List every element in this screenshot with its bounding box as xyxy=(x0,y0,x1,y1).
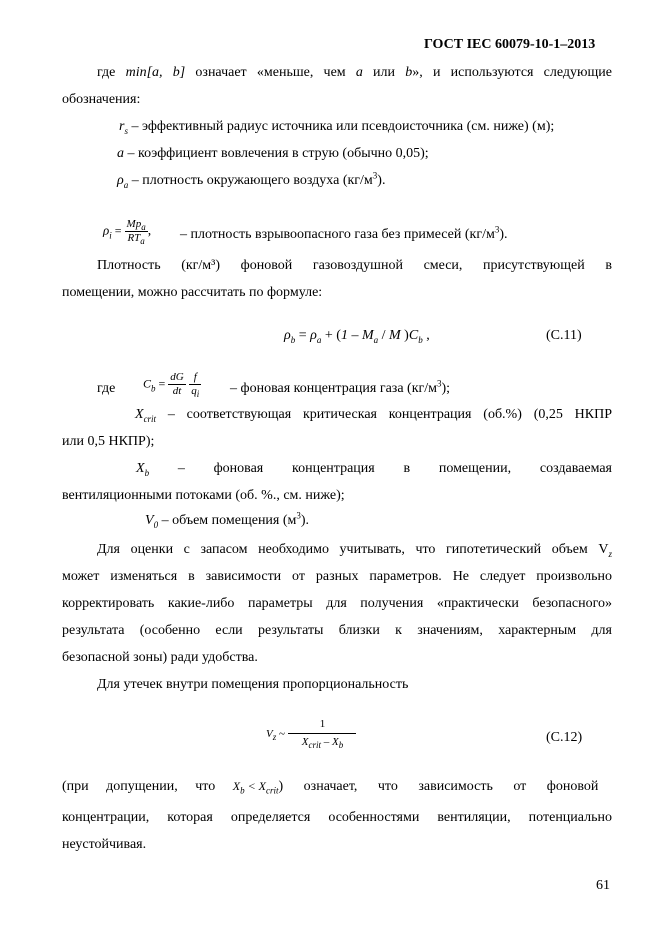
fraction-mpa-rta xyxy=(125,218,148,245)
symbol-rho: ρ xyxy=(310,328,317,343)
definition-text: – эффективный радиус источника или псевдоисточника (см. ниже) (м); xyxy=(127,119,555,134)
numerator: f xyxy=(189,371,201,385)
symbol-rho: ρ xyxy=(117,173,124,188)
subscript: crit xyxy=(266,785,279,796)
symbol-rho: ρ xyxy=(103,222,110,238)
subscript-0: 0 xyxy=(153,519,159,530)
symbol-X: X xyxy=(258,779,267,793)
text: – фоновая концентрация газа (кг/м xyxy=(230,381,438,396)
symbol-C: C xyxy=(143,376,152,391)
formula-rho-gas xyxy=(103,218,151,245)
condition-paragraph-line2: концентрации, которая определяется особенностями вентиляции, потенциально xyxy=(62,810,612,825)
paragraph-min-definition-line2: обозначения: xyxy=(62,92,141,107)
subscript-crit: crit xyxy=(308,740,321,751)
subscript: i xyxy=(196,389,200,400)
symbol-X: X xyxy=(301,736,309,748)
text: Mp xyxy=(126,218,142,230)
formula-cb xyxy=(143,371,201,398)
vz-paragraph-line1 xyxy=(97,540,612,560)
subscript-a: a xyxy=(316,334,322,345)
definition-text: – коэффициент вовлечения в струю (обычно 0,05); xyxy=(124,146,429,161)
equation-c11: $\rho_b = \rho_a + (1 - M_a / M$ )$C_b$ , xyxy=(284,328,430,345)
subscript-z: z xyxy=(608,548,612,559)
symbol-a: a xyxy=(117,146,124,161)
symbol-M: M xyxy=(361,328,374,343)
text: q xyxy=(191,385,197,397)
subscript-crit: crit xyxy=(143,413,157,424)
superscript: 3 xyxy=(296,510,301,521)
text: (при допущении, что xyxy=(62,779,216,794)
xcrit-definition-line1 xyxy=(135,405,612,425)
symbol-V: V xyxy=(145,513,154,528)
subscript-b: b xyxy=(290,334,296,345)
condition-paragraph-line3: неустойчивая. xyxy=(62,837,147,852)
equation-label-c11: (C.11) xyxy=(546,328,582,343)
definition-text: – плотность окружающего воздуха (кг/м xyxy=(128,173,373,188)
subscript: i xyxy=(109,230,112,241)
cb-description xyxy=(230,379,450,399)
leak-paragraph: Для утечек внутри помещения пропорциональность xyxy=(97,677,409,692)
fraction-dg-dt xyxy=(168,371,185,398)
comma: , xyxy=(147,223,152,239)
definition-a xyxy=(117,144,429,164)
subscript: a xyxy=(373,334,379,345)
text: – объем помещения (м xyxy=(158,513,297,528)
text: + ( xyxy=(321,328,341,343)
superscript: 3 xyxy=(372,170,378,181)
text: – соответствующая критическая концентрация (об.%) (0,25 НКПР xyxy=(156,407,612,422)
text: означает «меньше, чем xyxy=(185,65,356,80)
definition-rs xyxy=(119,117,554,137)
text: или xyxy=(362,65,406,80)
text: ). xyxy=(377,173,386,188)
tilde: ~ xyxy=(276,727,285,740)
superscript: 3 xyxy=(494,224,500,235)
denominator: dt xyxy=(172,385,182,397)
denominator xyxy=(288,734,356,749)
text: Для оценки с запасом необходимо учитывать, что гипотетический объем V xyxy=(97,542,609,557)
numerator: dG xyxy=(170,371,184,383)
text: », и используются следующие xyxy=(412,65,612,80)
text: ). xyxy=(300,513,310,528)
symbol-X: X xyxy=(331,736,339,748)
subscript: b xyxy=(240,785,245,796)
subscript: b xyxy=(151,383,156,394)
text: ); xyxy=(441,381,451,396)
symbol-M: M xyxy=(389,328,401,343)
symbol-r: r xyxy=(119,119,125,134)
vz-paragraph-line5: безопасной зоны) ради удобства. xyxy=(62,650,258,665)
subscript: b xyxy=(418,334,423,345)
math-min: min xyxy=(125,65,147,80)
fraction-c12 xyxy=(288,718,356,749)
text: , xyxy=(422,328,430,343)
page-number: 61 xyxy=(596,878,610,893)
condition-paragraph-line1 xyxy=(62,776,612,797)
subscript-b: b xyxy=(338,740,344,751)
subscript-z: z xyxy=(272,731,277,742)
v0-definition xyxy=(145,511,309,531)
equation-label-c12: (C.12) xyxy=(546,730,583,745)
xb-definition-line2: вентиляционными потоками (об. %., см. ниже); xyxy=(62,488,345,503)
text: где xyxy=(97,65,126,80)
symbol-X: X xyxy=(135,407,144,422)
equals: = xyxy=(111,223,125,238)
symbol-C: C xyxy=(408,328,419,343)
minus: – xyxy=(320,736,332,748)
paragraph-min-definition-line1 xyxy=(97,63,612,83)
math-b: b xyxy=(405,65,413,80)
slash: / xyxy=(378,328,389,343)
subscript-a: a xyxy=(123,179,129,190)
subscript-s: s xyxy=(124,125,128,136)
denominator xyxy=(189,385,201,398)
document-header: ГОСТ IEC 60079-10-1–2013 xyxy=(424,37,596,52)
fraction-f-qi xyxy=(189,371,201,398)
text: – плотность взрывоопасного газа без примесей (кг/м xyxy=(180,227,495,242)
xb-definition-line1 xyxy=(136,459,612,479)
number: 1 xyxy=(340,328,348,343)
symbol-V: V xyxy=(266,727,273,740)
superscript: 3 xyxy=(437,378,442,389)
definition-rho-a xyxy=(117,171,385,191)
paren: ) xyxy=(400,328,409,343)
vz-paragraph-line2: может изменяться в зависимости от разных параметров. Не следует произвольно xyxy=(62,569,612,584)
xcrit-definition-line2: или 0,5 НКПР); xyxy=(62,434,155,449)
subscript-b: b xyxy=(144,467,150,478)
minus: – xyxy=(347,328,362,343)
rho-gas-description xyxy=(180,225,508,245)
vz-paragraph-line3: корректировать какие-либо параметры для получения «практически безопасного» xyxy=(62,596,612,611)
denominator xyxy=(125,232,148,245)
text: RT xyxy=(127,232,141,244)
subscript: a xyxy=(141,222,146,233)
symbol-X: X xyxy=(136,461,145,476)
vz-paragraph-line4: результата (особенно если результаты близки к значениям, характерным для xyxy=(62,623,612,638)
symbol-rho: ρ xyxy=(284,328,291,343)
equation-c12 xyxy=(266,718,356,749)
numerator: 1 xyxy=(288,718,356,734)
text: ). xyxy=(499,227,508,242)
math-args: [a, b] xyxy=(146,65,186,80)
density-paragraph-line2: помещении, можно рассчитать по формуле: xyxy=(62,285,323,300)
where-label: где xyxy=(97,381,116,396)
math-a: a xyxy=(355,65,363,80)
density-paragraph-line1: Плотность (кг/м³) фоновой газовоздушной смеси, присутствующей в xyxy=(97,258,612,273)
less-than: < xyxy=(244,779,259,793)
symbol-X: X xyxy=(232,779,241,793)
subscript: a xyxy=(140,236,145,247)
numerator xyxy=(125,218,148,232)
text: ) означает, что зависимость от фоновой xyxy=(278,779,599,794)
equals: = xyxy=(155,376,169,391)
inline-math xyxy=(232,779,279,796)
text: – фоновая концентрация в помещении, создаваемая xyxy=(177,461,612,476)
